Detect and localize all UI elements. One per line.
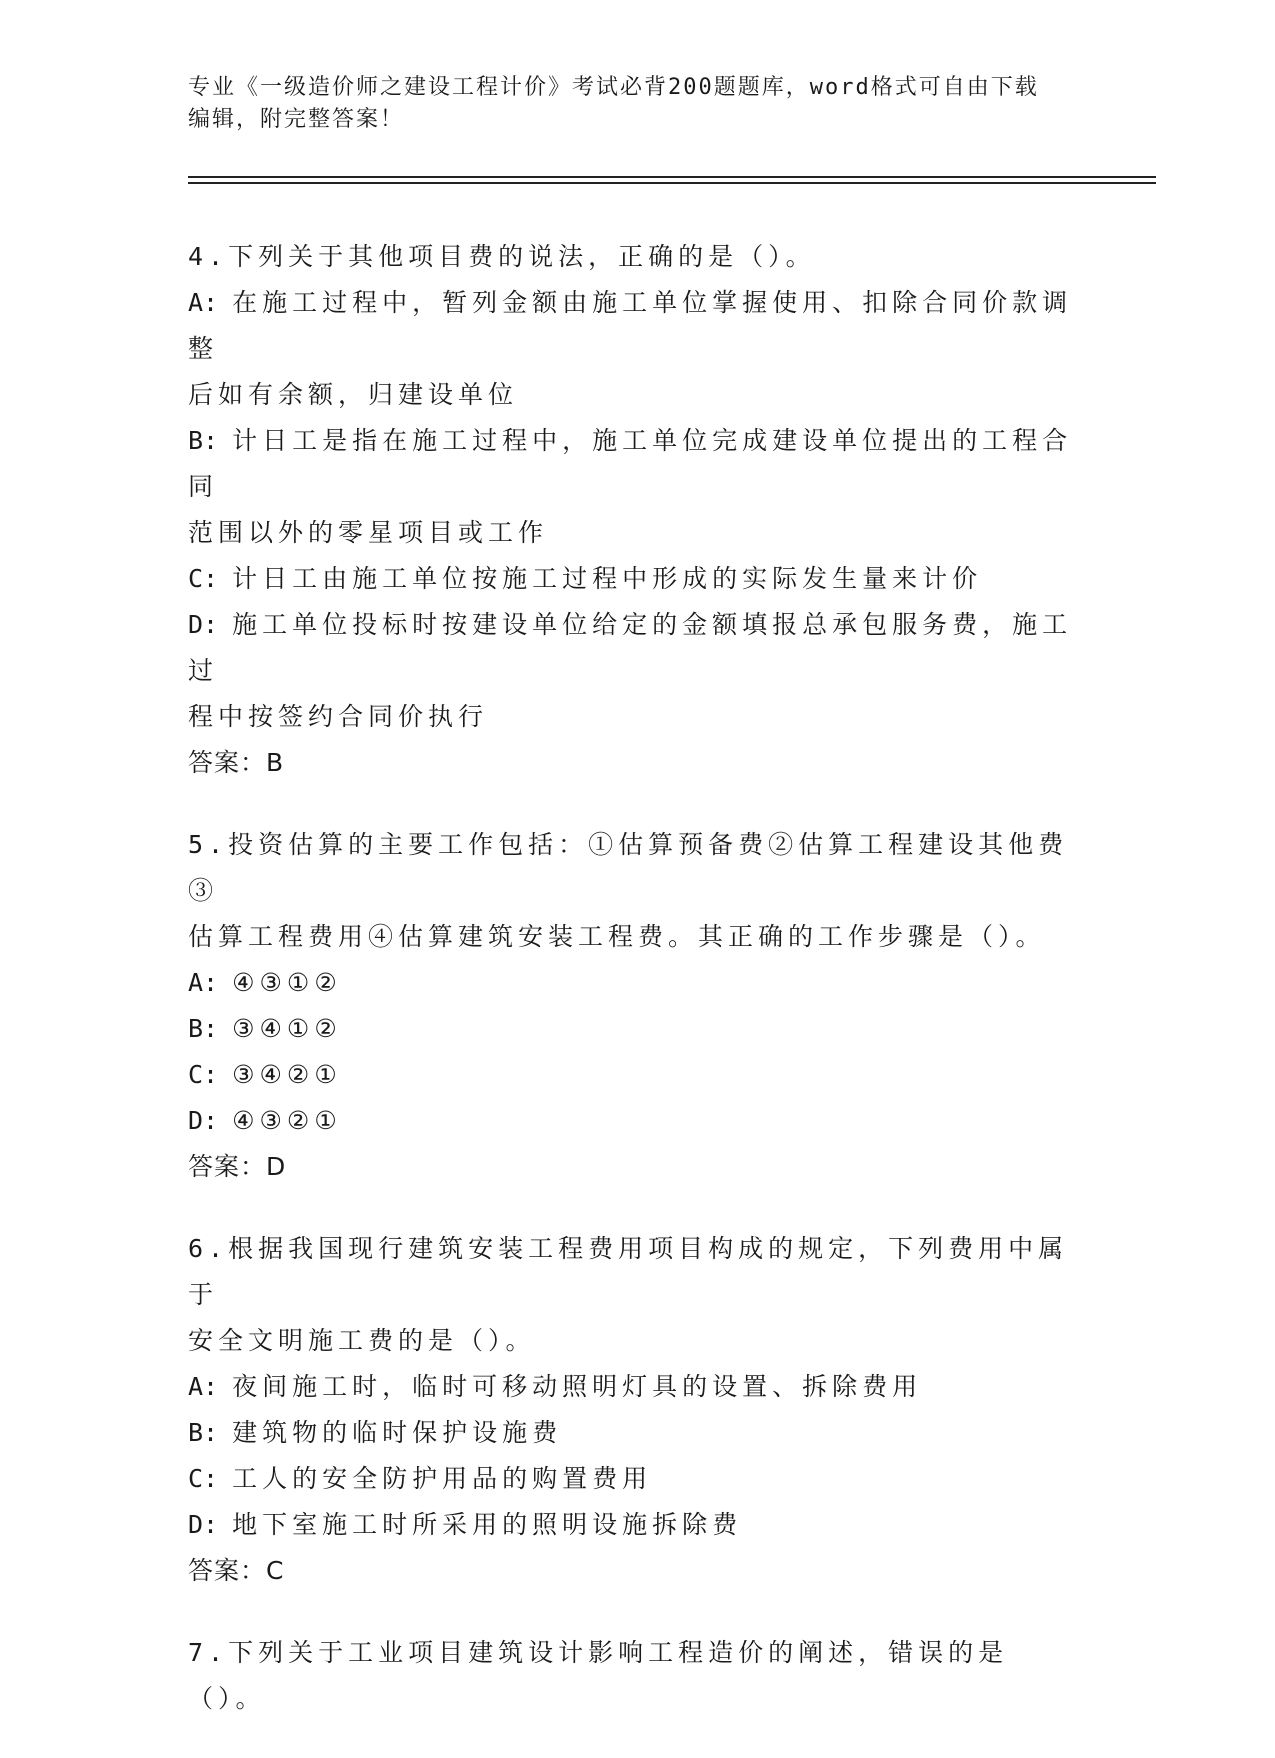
option-c xyxy=(188,556,1078,602)
question-stem-continued: 安全文明施工费的是（）。 xyxy=(188,1326,536,1355)
option-d xyxy=(188,1098,1078,1144)
header-divider-bottom xyxy=(188,182,1156,184)
document-header xyxy=(188,72,1068,136)
question-7 xyxy=(188,1630,1078,1722)
question-6 xyxy=(188,1226,1078,1594)
option-text: 施工单位投标时按建设单位给定的金额填报总承包服务费，施工过 xyxy=(188,610,1073,685)
answer: 答案：B xyxy=(188,748,285,777)
option-a-continued: 后如有余额，归建设单位 xyxy=(188,380,519,409)
option-label: A: xyxy=(188,1372,219,1401)
option-d xyxy=(188,1502,1078,1548)
option-text: 在施工过程中，暂列金额由施工单位掌握使用、扣除合同价款调整 xyxy=(188,288,1073,363)
option-b-continued: 范围以外的零星项目或工作 xyxy=(188,518,549,547)
option-label: C: xyxy=(188,1060,219,1089)
option-text: ③④②① xyxy=(232,1060,342,1089)
option-label: D: xyxy=(188,610,219,639)
option-text: ③④①② xyxy=(232,1014,342,1043)
option-text: 计日工是指在施工过程中，施工单位完成建设单位提出的工程合同 xyxy=(188,426,1073,501)
question-4 xyxy=(188,234,1078,786)
option-d-continued: 程中按签约合同价执行 xyxy=(188,702,489,731)
header-divider-top xyxy=(188,176,1156,178)
option-label: D: xyxy=(188,1106,219,1135)
header-line-1: 专业《一级造价师之建设工程计价》考试必背200题题库，word格式可自由下载 xyxy=(188,75,1039,100)
option-text: 计日工由施工单位按施工过程中形成的实际发生量来计价 xyxy=(232,564,983,593)
question-stem: 4.下列关于其他项目费的说法，正确的是（）。 xyxy=(188,242,816,271)
option-c xyxy=(188,1456,1078,1502)
question-5 xyxy=(188,822,1078,1190)
answer: 答案：D xyxy=(188,1152,287,1181)
answer: 答案：C xyxy=(188,1556,285,1585)
option-b xyxy=(188,418,1078,510)
option-a xyxy=(188,280,1078,372)
option-label: A: xyxy=(188,288,219,317)
option-d xyxy=(188,602,1078,694)
question-stem: 7.下列关于工业项目建筑设计影响工程造价的阐述，错误的是（）。 xyxy=(188,1638,1009,1713)
option-text: 建筑物的临时保护设施费 xyxy=(232,1418,563,1447)
option-label: A: xyxy=(188,968,219,997)
option-label: D: xyxy=(188,1510,219,1539)
option-label: B: xyxy=(188,1014,219,1043)
question-stem-continued: 估算工程费用④估算建筑安装工程费。其正确的工作步骤是（）。 xyxy=(188,922,1046,951)
option-text: 工人的安全防护用品的购置费用 xyxy=(232,1464,653,1493)
option-text: ④③①② xyxy=(232,968,342,997)
option-c xyxy=(188,1052,1078,1098)
option-text: ④③②① xyxy=(232,1106,342,1135)
option-label: B: xyxy=(188,1418,219,1447)
option-b xyxy=(188,1006,1078,1052)
option-label: C: xyxy=(188,1464,219,1493)
question-list xyxy=(188,234,1078,1758)
option-text: 地下室施工时所采用的照明设施拆除费 xyxy=(232,1510,743,1539)
option-text: 夜间施工时，临时可移动照明灯具的设置、拆除费用 xyxy=(232,1372,923,1401)
option-label: C: xyxy=(188,564,219,593)
option-label: B: xyxy=(188,426,219,455)
header-line-2: 编辑，附完整答案！ xyxy=(188,107,405,132)
option-b xyxy=(188,1410,1078,1456)
option-a xyxy=(188,960,1078,1006)
option-a xyxy=(188,1364,1078,1410)
question-stem: 5.投资估算的主要工作包括：①估算预备费②估算工程建设其他费③ xyxy=(188,830,1069,905)
question-stem: 6.根据我国现行建筑安装工程费用项目构成的规定，下列费用中属于 xyxy=(188,1234,1069,1309)
